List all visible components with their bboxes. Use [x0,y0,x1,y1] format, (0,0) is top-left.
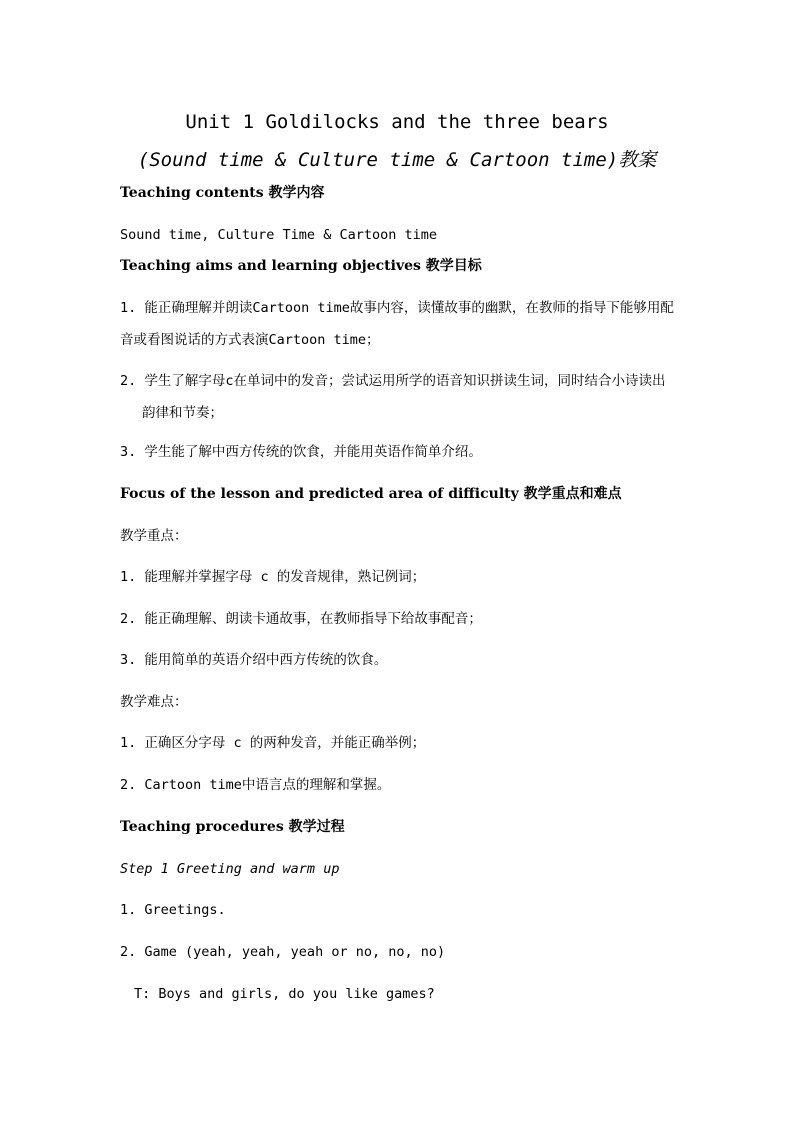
procedure-item-1: 1. Greetings. [120,902,226,918]
aims-item-3: 3. 学生能了解中西方传统的饮食，并能用英语作简单介绍。 [120,444,482,460]
key-points-label: 教学重点： [120,528,188,544]
document-title: Unit 1 Goldilocks and the three bears [185,111,609,133]
dialogue-line: T: Boys and girls, do you like games? [134,986,435,1002]
section-heading-focus: Focus of the lesson and predicted area of difficulty 教学重点和难点 [120,486,622,502]
section-heading-procedures: Teaching procedures 教学过程 [120,819,345,835]
document-subtitle: (Sound time & Culture time & Cartoon time)教案 [137,149,657,171]
difficult-point-item-1: 1. 正确区分字母 c 的两种发音，并能正确举例； [120,735,426,751]
procedure-item-2: 2. Game (yeah, yeah, yeah or no, no, no) [120,944,446,960]
step-1-heading: Step 1 Greeting and warm up [120,861,340,877]
contents-text: Sound time, Culture Time & Cartoon time [120,227,437,243]
key-point-item-1: 1. 能理解并掌握字母 c 的发音规律，熟记例词； [120,569,426,585]
key-point-item-3: 3. 能用简单的英语介绍中西方传统的饮食。 [120,652,388,668]
aims-item-1: 1. 能正确理解并朗读Cartoon time故事内容，读懂故事的幽默，在教师的指导下能够用配音或看图说话的方式表演Cartoon time； [120,300,674,348]
section-heading-contents: Teaching contents 教学内容 [120,185,325,201]
section-heading-aims: Teaching aims and learning objectives 教学目标 [120,258,482,274]
key-point-item-2: 2. 能正确理解、朗读卡通故事，在教师指导下给故事配音； [120,611,482,627]
difficult-point-item-2: 2. Cartoon time中语言点的理解和掌握。 [120,777,391,793]
aims-item-2: 2. 学生了解字母c在单词中的发音；尝试运用所学的语音知识拼读生词，同时结合小诗读出韵律和节奏； [120,373,666,421]
difficult-points-label: 教学难点： [120,694,188,710]
